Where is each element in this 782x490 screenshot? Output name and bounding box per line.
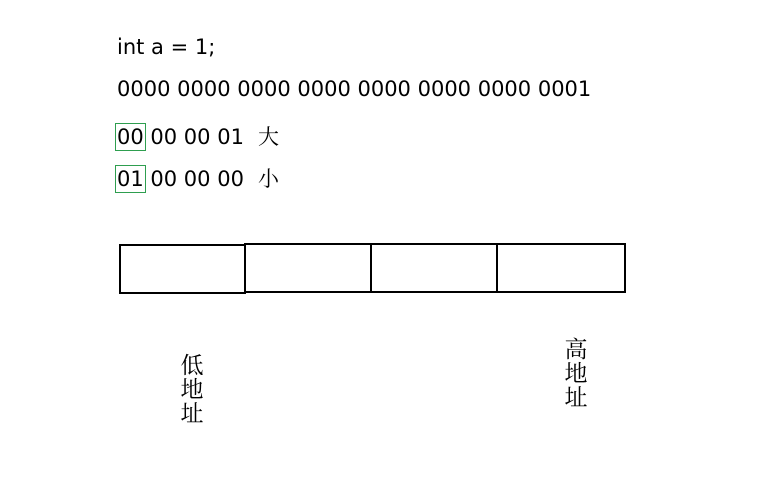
memory-cell	[496, 243, 626, 293]
little-endian-remaining-bytes: 00 00 00	[143, 167, 244, 191]
memory-cell	[370, 243, 498, 293]
high-address-label: 高地址	[564, 337, 588, 411]
code-declaration: int a = 1;	[117, 35, 216, 59]
big-endian-row	[117, 124, 279, 150]
memory-cell	[244, 243, 372, 293]
big-endian-first-byte: 00	[117, 125, 144, 149]
low-address-label: 低地址	[180, 353, 204, 427]
big-endian-remaining-bytes: 00 00 01	[143, 125, 244, 149]
binary-representation: 0000 0000 0000 0000 0000 0000 0000 0001	[117, 77, 592, 101]
little-endian-row	[117, 166, 279, 192]
little-endian-first-byte: 01	[117, 167, 144, 191]
big-endian-label: 大	[257, 125, 279, 149]
little-endian-label: 小	[257, 167, 279, 191]
memory-cell	[119, 244, 246, 294]
